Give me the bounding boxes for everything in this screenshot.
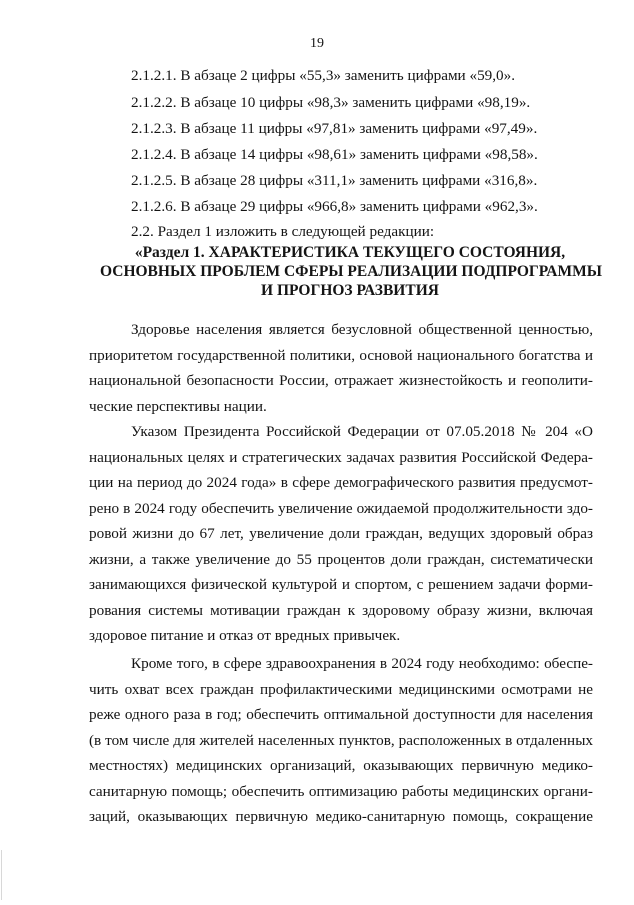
text-line: реже одного раза в год; обеспечить оптимальной доступности для населения	[89, 706, 593, 723]
page-number: 19	[310, 36, 324, 51]
section-title-line: И ПРОГНОЗ РАЗВИТИЯ	[261, 282, 439, 299]
text-line: Кроме того, в сфере здравоохранения в 2024 году необходимо: обеспе-	[131, 655, 593, 672]
text-line: приоритетом государственной политики, основой национального богатства и	[89, 346, 593, 364]
paragraph-1	[89, 317, 593, 419]
text-line: заций, оказывающих первичную медико-санитарную помощь, сокращение	[89, 808, 593, 825]
text-line: Здоровье населения является безусловной общественной ценностью,	[131, 321, 593, 338]
text-line: ческие перспективы нации.	[89, 397, 267, 415]
amendment-2-1-2-5: 2.1.2.5. В абзаце 28 цифры «311,1» заменить цифрами «316,8».	[131, 172, 538, 189]
text-line: рено в 2024 году обеспечить увеличение ожидаемой продолжительности здо-	[89, 499, 593, 517]
paragraph-3	[89, 651, 593, 830]
amendment-2-1-2-6: 2.1.2.6. В абзаце 29 цифры «966,8» заменить цифрами «962,3».	[131, 198, 538, 215]
text-line: жизни, а также увеличение до 55 процентов доли граждан, систематически	[89, 550, 593, 568]
text-line: национальных целях и стратегических задачах развития Российской Федера-	[89, 448, 593, 466]
amendment-2-1-2-2: 2.1.2.2. В абзаце 10 цифры «98,3» заменить цифрами «98,19».	[131, 94, 531, 111]
amendment-2-1-2-3: 2.1.2.3. В абзаце 11 цифры «97,81» заменить цифрами «97,49».	[131, 120, 538, 137]
section-title	[100, 243, 600, 300]
text-line: национальной безопасности России, отражает жизнестойкость и геополити-	[89, 372, 593, 389]
section-title-line: «Раздел 1. ХАРАКТЕРИСТИКА ТЕКУЩЕГО СОСТОЯНИЯ,	[134, 244, 566, 261]
text-line: Указом Президента Российской Федерации от 07.05.2018 № 204 «О	[131, 423, 593, 440]
text-line: занимающихся физической культурой и спортом, с решением задачи форми-	[89, 576, 593, 593]
amendment-2-1-2-1: 2.1.2.1. В абзаце 2 цифры «55,3» заменить цифрами «59,0».	[131, 67, 516, 84]
text-line: рования системы мотивации граждан к здоровому образу жизни, включая	[89, 601, 593, 619]
text-line: чить охват всех граждан профилактическими медицинскими осмотрами не	[89, 680, 593, 698]
text-line: санитарную помощь; обеспечить оптимизацию работы медицинских органи-	[89, 782, 593, 800]
text-line: (в том числе для жителей населенных пунктов, расположенных в отдаленных	[89, 731, 593, 749]
text-line: ции на период до 2024 года» в сфере демографического развития предусмот-	[89, 474, 593, 491]
amendment-2-2: 2.2. Раздел 1 изложить в следующей редакции:	[131, 223, 435, 240]
text-line: местностях) медицинских организаций, оказывающих первичную медико-	[89, 757, 593, 774]
text-line: здоровое питание и отказ от вредных привычек.	[89, 627, 401, 644]
scan-edge-mark	[1, 850, 2, 900]
section-title-line: ОСНОВНЫХ ПРОБЛЕМ СФЕРЫ РЕАЛИЗАЦИИ ПОДПРОГРАММЫ	[100, 263, 602, 280]
text-line: ровой жизни до 67 лет, увеличение доли граждан, ведущих здоровый образ	[89, 525, 593, 542]
amendment-2-1-2-4: 2.1.2.4. В абзаце 14 цифры «98,61» заменить цифрами «98,58».	[131, 146, 538, 163]
paragraph-2	[89, 419, 593, 649]
